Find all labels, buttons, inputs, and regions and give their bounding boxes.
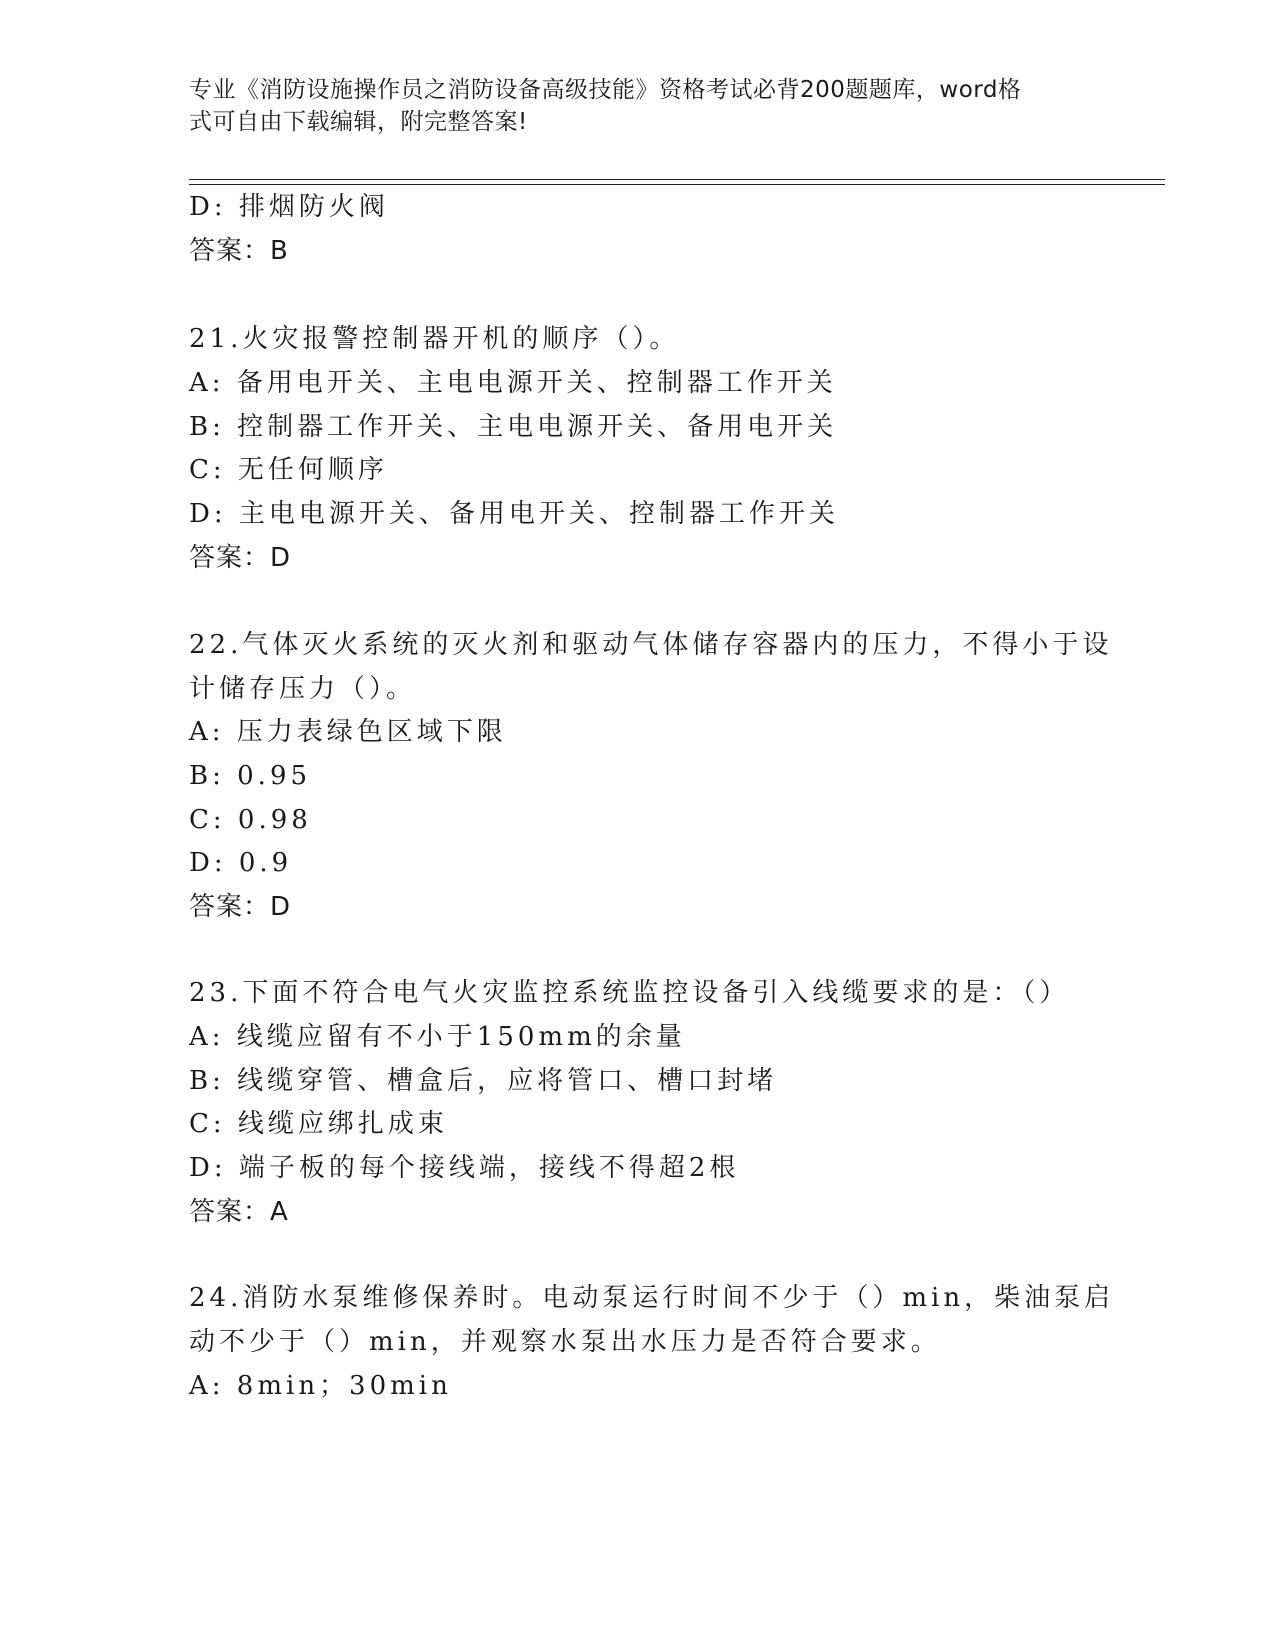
header-line-2: 式可自由下载编辑，附完整答案! [189, 109, 528, 135]
prev-option-d: D: 排烟防火阀 [189, 192, 389, 222]
q21-option-b: B: 控制器工作开关、主电电源开关、备用电开关 [189, 412, 838, 442]
q22-option-a: A: 压力表绿色区域下限 [189, 717, 507, 747]
q23-option-a: A: 线缆应留有不小于150mm的余量 [189, 1022, 686, 1052]
q21-option-a: A: 备用电开关、主电电源开关、控制器工作开关 [189, 368, 837, 398]
document-header [189, 74, 1069, 138]
q23-option-d: D: 端子板的每个接线端，接线不得超2根 [189, 1153, 740, 1183]
q24-stem-line-2: 动不少于（）min，并观察水泵出水压力是否符合要求。 [189, 1327, 941, 1357]
q21-answer: 答案：D [189, 543, 292, 573]
q23-answer: 答案：A [189, 1197, 289, 1227]
q21-option-c: C: 无任何顺序 [189, 455, 388, 485]
q23-stem: 23.下面不符合电气火灾监控系统监控设备引入线缆要求的是：（） [189, 978, 1070, 1008]
header-divider-bottom [189, 184, 1165, 185]
q23-option-b: B: 线缆穿管、槽盒后，应将管口、槽口封堵 [189, 1066, 778, 1096]
q22-option-b: B: 0.95 [189, 761, 312, 791]
q22-option-c: C: 0.98 [189, 805, 312, 835]
q24-stem-line-1: 24.消防水泵维修保养时。电动泵运行时间不少于（）min，柴油泵启 [189, 1283, 1115, 1313]
q21-option-d: D: 主电电源开关、备用电开关、控制器工作开关 [189, 499, 839, 529]
q22-stem-line-1: 22.气体灭火系统的灭火剂和驱动气体储存容器内的压力，不得小于设 [189, 630, 1113, 660]
q22-option-d: D: 0.9 [189, 848, 293, 878]
header-line-1: 专业《消防设施操作员之消防设备高级技能》资格考试必背200题题库，word格 [189, 77, 1022, 103]
q22-answer: 答案：D [189, 892, 292, 922]
prev-answer: 答案：B [189, 236, 289, 266]
q22-stem-line-2: 计储存压力（）。 [189, 674, 417, 704]
header-divider-top [189, 179, 1165, 180]
q21-stem: 21.火灾报警控制器开机的顺序（）。 [189, 324, 680, 354]
q23-option-c: C: 线缆应绑扎成束 [189, 1109, 448, 1139]
q24-option-a: A: 8min；30min [189, 1371, 452, 1401]
